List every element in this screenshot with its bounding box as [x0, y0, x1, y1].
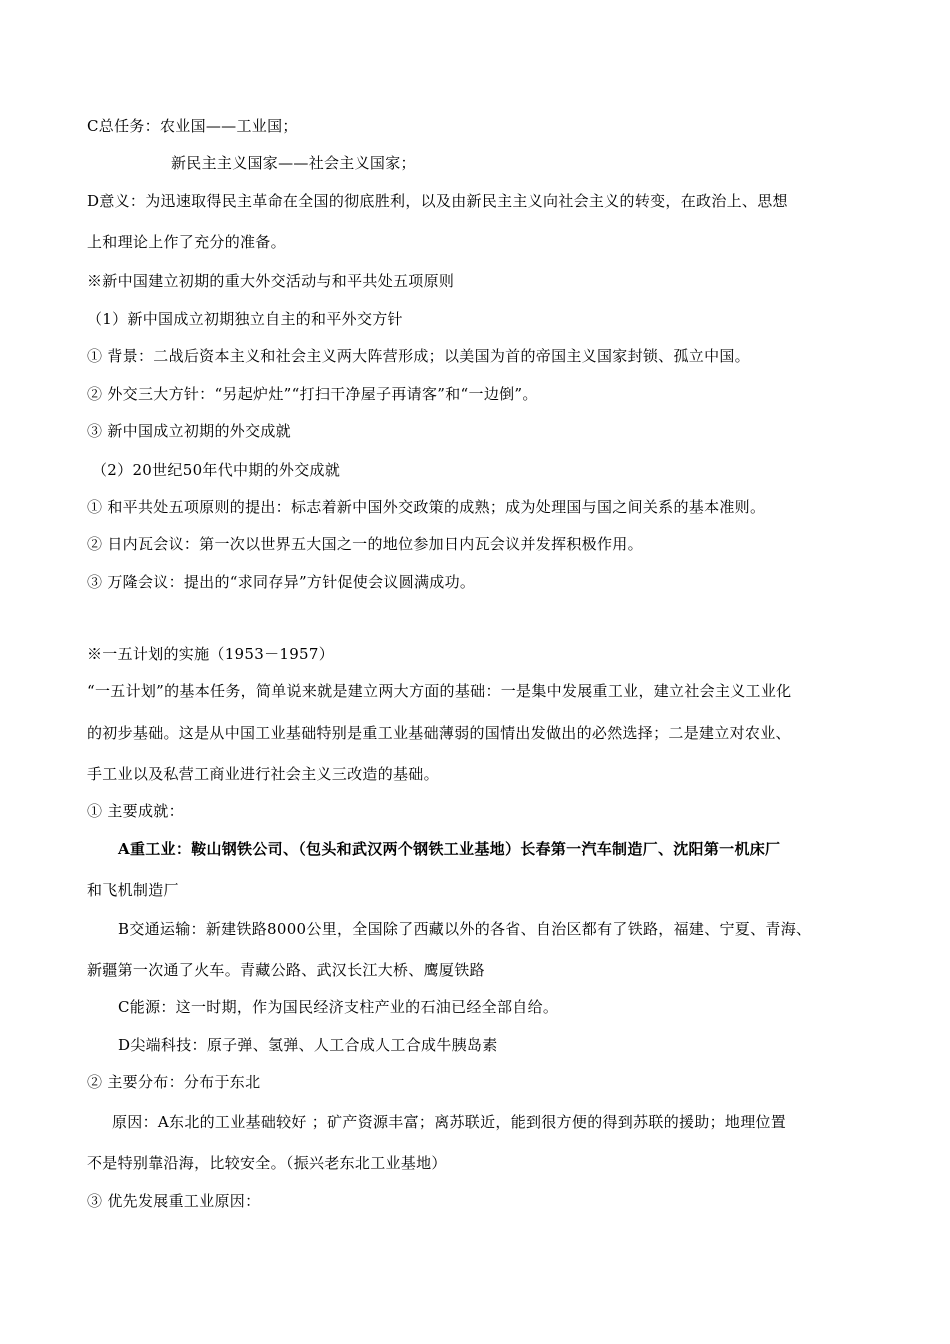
text-line: ① 主要成就： [87, 802, 184, 820]
text-line: ② 日内瓦会议：第一次以世界五大国之一的地位参加日内瓦会议并发挥积极作用。 [87, 535, 643, 553]
text-line: 和飞机制造厂 [87, 881, 179, 899]
text-line: ① 背景：二战后资本主义和社会主义两大阵营形成；以美国为首的帝国主义国家封锁、孤立中国。 [87, 347, 750, 365]
text-line: D尖端科技：原子弹、氢弹、人工合成人工合成牛胰岛素 [118, 1036, 498, 1054]
text-line: 新民主主义国家——社会主义国家； [171, 154, 416, 172]
text-line: B交通运输：新建铁路8000公里，全国除了西藏以外的各省、自治区都有了铁路，福建、宁夏、青海、 [118, 920, 812, 938]
text-line: 手工业以及私营工商业进行社会主义三改造的基础。 [87, 765, 439, 783]
text-line: 不是特别靠沿海，比较安全。（振兴老东北工业基地） [87, 1154, 447, 1172]
text-line: 新疆第一次通了火车。青藏公路、武汉长江大桥、鹰厦铁路 [87, 961, 485, 979]
text-line: 原因：A东北的工业基础较好 ；矿产资源丰富；离苏联近，能到很方便的得到苏联的援助；地理位置 [112, 1113, 787, 1131]
text-line: ② 主要分布：分布于东北 [87, 1073, 261, 1091]
text-line: 的初步基础。这是从中国工业基础特别是重工业基础薄弱的国情出发做出的必然选择；二是建立对农业、 [87, 724, 791, 742]
text-line: C能源：这一时期，作为国民经济支柱产业的石油已经全部自给。 [118, 998, 559, 1016]
sub-heading: （1）新中国成立初期独立自主的和平外交方针 [87, 310, 403, 328]
text-line: ③ 优先发展重工业原因： [87, 1192, 261, 1210]
text-line: ① 和平共处五项原则的提出：标志着新中国外交政策的成熟；成为处理国与国之间关系的基本准则。 [87, 498, 766, 516]
text-line: 上和理论上作了充分的准备。 [87, 233, 286, 251]
section-heading: ※一五计划的实施（1953－1957） [87, 645, 335, 663]
text-line: ② 外交三大方针：“另起炉灶”“打扫干净屋子再请客”和“一边倒”。 [87, 385, 538, 403]
text-line-bold: A重工业：鞍山钢铁公司、（包头和武汉两个钢铁工业基地）长春第一汽车制造厂、沈阳第一机床厂 [118, 840, 781, 858]
text-line: ③ 万隆会议：提出的“求同存异”方针促使会议圆满成功。 [87, 573, 476, 591]
text-line: “一五计划”的基本任务，简单说来就是建立两大方面的基础：一是集中发展重工业，建立社会主义工业化 [87, 682, 792, 700]
text-line: C总任务：农业国——工业国； [87, 117, 298, 135]
section-heading: ※新中国建立初期的重大外交活动与和平共处五项原则 [87, 272, 455, 290]
text-line: D意义：为迅速取得民主革命在全国的彻底胜利，以及由新民主主义向社会主义的转变，在政治上、思想 [87, 192, 788, 210]
text-line: ③ 新中国成立初期的外交成就 [87, 422, 291, 440]
sub-heading: （2）20世纪50年代中期的外交成就 [92, 461, 341, 479]
